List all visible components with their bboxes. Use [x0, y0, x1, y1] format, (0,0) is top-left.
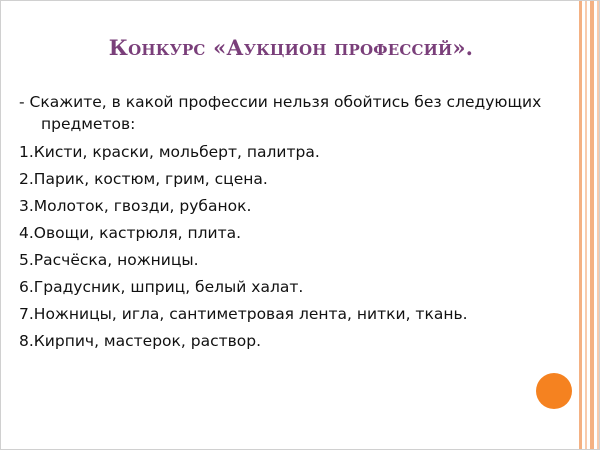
- list-item: 7.Ножницы, игла, сантиметровая лента, нитки, ткань.: [19, 305, 468, 323]
- list-item: 8.Кирпич, мастерок, раствор.: [19, 332, 262, 350]
- list-item: 6.Градусник, шприц, белый халат.: [19, 278, 304, 296]
- decorative-stripe: [590, 1, 594, 450]
- slide-title: Конкурс «Аукцион профессий».: [108, 35, 474, 60]
- decorative-stripe: [585, 1, 587, 450]
- list-item: 1.Кисти, краски, мольберт, палитра.: [19, 143, 320, 161]
- list-item: 5.Расчёска, ножницы.: [19, 251, 199, 269]
- items-list: [19, 141, 559, 352]
- decorative-circle: [536, 373, 572, 409]
- decorative-stripe: [597, 1, 599, 450]
- slide-content: [19, 91, 559, 357]
- intro-text: - Скажите, в какой профессии нельзя обойтись без следующих предметов:: [19, 93, 542, 133]
- list-item: 3.Молоток, гвозди, рубанок.: [19, 197, 252, 215]
- list-item: 2.Парик, костюм, грим, сцена.: [19, 170, 268, 188]
- list-item: 4.Овощи, кастрюля, плита.: [19, 224, 242, 242]
- decorative-stripe: [579, 1, 582, 450]
